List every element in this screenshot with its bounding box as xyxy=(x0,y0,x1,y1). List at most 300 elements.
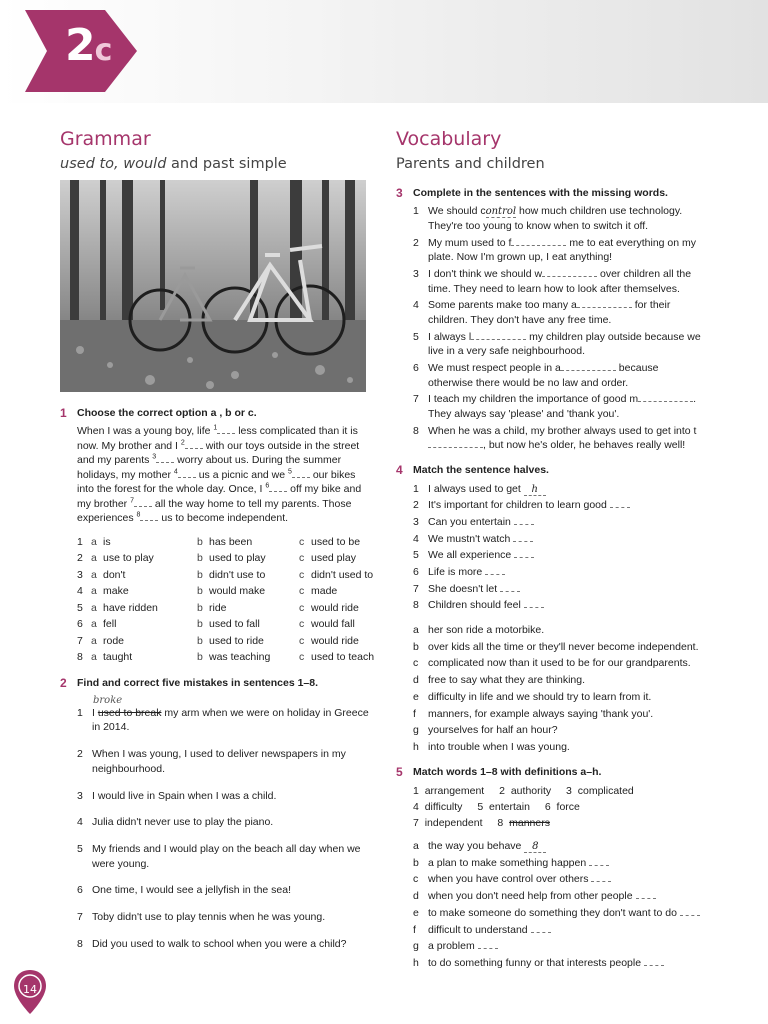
sentence-8 xyxy=(77,937,370,952)
page-number: 14 xyxy=(23,983,37,996)
ex5-definitions xyxy=(413,839,706,971)
item-text: to do something funny or that interests people xyxy=(428,956,642,969)
option-letter-c: c xyxy=(299,651,305,664)
option-number: 5 xyxy=(77,601,83,614)
option-row xyxy=(77,583,370,600)
answer-field[interactable] xyxy=(524,599,544,608)
option-b[interactable]: has been xyxy=(209,535,253,548)
item-text: because otherwise there would be no law and order. xyxy=(428,362,659,389)
word-item xyxy=(545,799,580,815)
option-number: 8 xyxy=(77,651,83,664)
word-text-crossed: manners xyxy=(509,817,550,830)
item-number: 6 xyxy=(413,362,419,374)
item-number: 5 xyxy=(413,330,419,343)
exercise-5-heading: Match words 1–8 with definitions a–h. xyxy=(413,765,602,778)
option-number: 7 xyxy=(77,634,83,647)
item-text: Some parents make too many a xyxy=(428,299,577,312)
answer-field[interactable] xyxy=(478,940,498,949)
item-number: 6 xyxy=(413,566,419,579)
option-b[interactable]: used to fall xyxy=(209,618,260,631)
option-letter-c: c xyxy=(299,634,305,647)
option-c[interactable]: didn't used to xyxy=(311,568,374,581)
gap-number: 2 xyxy=(180,439,185,447)
exercise-1 xyxy=(60,405,375,666)
option-b[interactable]: used to ride xyxy=(209,634,264,647)
definition-item xyxy=(413,856,706,871)
exercise-1-heading: Choose the correct option a , b or c. xyxy=(77,406,257,419)
item-text: when you don't need help from other people xyxy=(428,890,633,903)
option-letter-c: c xyxy=(299,601,305,614)
exercise-4-heading: Match the sentence halves. xyxy=(413,464,549,477)
item-text: to make someone do something they don't want to do xyxy=(428,906,677,919)
sentence-text: Julia didn't never use to play the piano. xyxy=(92,816,274,829)
item-text: difficulty in life and we should try to learn from it. xyxy=(428,690,652,703)
exercise-1-options xyxy=(77,534,375,666)
struck-out-text: used to break xyxy=(97,706,162,719)
option-b[interactable]: would make xyxy=(209,585,266,598)
sentence-6 xyxy=(77,883,370,898)
option-letter-a: a xyxy=(91,601,97,614)
word-number: 8 xyxy=(497,817,504,830)
ex4-second-halves xyxy=(413,623,706,755)
word-text: entertain xyxy=(489,801,530,814)
option-b[interactable]: ride xyxy=(209,601,227,614)
item-number: 8 xyxy=(413,599,419,612)
item-text: yourselves for half an hour? xyxy=(428,724,558,737)
word-number: 1 xyxy=(413,785,419,798)
option-c[interactable]: would ride xyxy=(311,634,359,647)
ex3-item xyxy=(413,298,706,327)
gap-number: 6 xyxy=(265,482,270,490)
grammar-subtitle-italic: used to, would xyxy=(60,155,167,172)
option-letter-b: b xyxy=(197,552,203,565)
answer-field[interactable]: ontrol xyxy=(485,206,517,218)
answer-field[interactable] xyxy=(428,439,483,448)
answer-field[interactable]: h xyxy=(524,484,546,496)
item-text: complicated now than it used to be for our grandparents. xyxy=(428,657,691,670)
option-c[interactable]: used to be xyxy=(311,535,361,548)
word-text: difficulty xyxy=(424,801,463,814)
item-number: 3 xyxy=(413,515,419,528)
exercise-1-paragraph xyxy=(77,424,370,525)
sentence-3 xyxy=(77,789,370,804)
exercise-3 xyxy=(396,186,706,453)
item-text: When he was a child, my brother always used to get into t xyxy=(428,424,697,437)
option-letter-c: c xyxy=(299,552,305,565)
sentence-1 xyxy=(77,706,370,735)
sentence-text: When I was young, I used to deliver newspapers in my neighbourhood. xyxy=(92,748,346,775)
item-letter: d xyxy=(413,890,419,903)
word-text: complicated xyxy=(577,785,634,798)
item-text: me to eat everything on my plate. Now I'm grown up, I eat anything! xyxy=(428,236,697,264)
ex4-second-half xyxy=(413,690,706,705)
sentence-5 xyxy=(77,842,370,871)
option-a[interactable]: use to play xyxy=(103,552,154,565)
ex4-first-half xyxy=(413,582,706,597)
answer-field[interactable] xyxy=(610,499,630,508)
answer-field[interactable] xyxy=(591,873,611,882)
option-a[interactable]: rode xyxy=(103,634,125,647)
sentence-number: 5 xyxy=(77,842,83,855)
option-c[interactable]: used to teach xyxy=(311,651,375,664)
ex4-first-half xyxy=(413,482,706,497)
option-c[interactable]: would ride xyxy=(311,601,359,614)
item-letter: h xyxy=(413,740,419,753)
ex4-first-half xyxy=(413,548,706,563)
definition-item xyxy=(413,872,706,887)
item-letter: c xyxy=(413,657,419,670)
answer-field[interactable] xyxy=(485,566,505,575)
item-letter: d xyxy=(413,674,419,687)
answer-field[interactable] xyxy=(471,331,526,340)
item-letter: f xyxy=(413,707,416,720)
item-number: 2 xyxy=(413,236,419,249)
option-letter-a: a xyxy=(91,568,97,581)
word-text: authority xyxy=(510,785,552,798)
answer-field[interactable] xyxy=(514,549,534,558)
word-text: independent xyxy=(424,817,483,830)
item-letter: f xyxy=(413,923,416,936)
answer-field[interactable] xyxy=(680,907,700,916)
definition-item xyxy=(413,839,706,854)
para-text: all the way home to tell my parents. Those experiences xyxy=(77,497,352,525)
ex4-first-half xyxy=(413,498,706,513)
gap-blank[interactable] xyxy=(134,498,152,507)
sentence-text: One time, I would see a jellyfish in the sea! xyxy=(92,884,292,897)
item-text: Can you entertain xyxy=(428,515,511,528)
option-letter-a: a xyxy=(91,651,97,664)
option-number: 1 xyxy=(77,535,83,548)
gap-blank[interactable] xyxy=(292,469,310,478)
ex3-item xyxy=(413,236,706,265)
vocabulary-subtitle: Parents and children xyxy=(396,155,545,172)
item-letter: g xyxy=(413,724,419,737)
ex4-second-half xyxy=(413,656,706,671)
para-text: with our toys outside in the street and my parents xyxy=(77,439,360,467)
item-number: 7 xyxy=(413,582,419,595)
option-letter-b: b xyxy=(197,568,203,581)
item-text: . They always say 'please' and 'thank you'. xyxy=(428,393,697,421)
option-number: 3 xyxy=(77,568,83,581)
para-text: less complicated than it is now. My brother and I xyxy=(77,425,358,452)
sentence-text: Toby didn't use to play tennis when he was young. xyxy=(92,910,326,923)
item-text: a problem xyxy=(428,940,475,953)
option-letter-a: a xyxy=(91,535,97,548)
option-b[interactable]: was teaching xyxy=(209,651,271,664)
answer-field[interactable] xyxy=(514,516,534,525)
ex4-first-half xyxy=(413,598,706,613)
item-number: 4 xyxy=(413,299,419,312)
item-text: Life is more xyxy=(428,566,483,579)
gap-number: 1 xyxy=(213,424,218,432)
ex3-item xyxy=(413,361,706,390)
item-letter: b xyxy=(413,640,419,653)
sentence-number: 2 xyxy=(77,748,83,761)
item-text: how much children use technology. They're too young to know when to switch it off. xyxy=(428,205,683,232)
item-text: free to say what they are thinking. xyxy=(428,674,586,687)
vocabulary-title: Vocabulary xyxy=(396,128,502,150)
item-text: difficult to understand xyxy=(428,923,528,936)
para-text: us to become independent. xyxy=(158,512,289,525)
option-letter-b: b xyxy=(197,601,203,614)
sentence-2 xyxy=(77,747,370,776)
item-text: I teach my children the importance of good m xyxy=(428,393,639,406)
exercise-2 xyxy=(60,676,370,952)
definition-item xyxy=(413,923,706,938)
item-text: , but now he's older, he behaves really well! xyxy=(483,439,686,452)
option-number: 2 xyxy=(77,552,83,565)
sentence-text: I xyxy=(92,706,98,719)
item-text: We mustn't watch xyxy=(428,532,511,545)
page-number-marker xyxy=(12,968,48,1016)
ex3-item xyxy=(413,267,706,296)
definition-item xyxy=(413,906,706,921)
answer-field[interactable] xyxy=(638,393,693,402)
unit-number: 2 xyxy=(65,20,95,71)
gap-blank[interactable] xyxy=(269,483,287,492)
option-letter-b: b xyxy=(197,585,203,598)
option-a[interactable]: don't xyxy=(103,568,126,581)
para-text: When I was a young boy, life xyxy=(77,425,214,438)
sentence-number: 1 xyxy=(77,706,83,719)
ex3-item xyxy=(413,330,706,359)
answer-field[interactable] xyxy=(636,890,656,899)
item-letter: c xyxy=(413,873,419,886)
option-row xyxy=(77,649,375,666)
para-text: worry about us. During the summer holidays, my mother xyxy=(77,454,342,481)
item-text: when you have control over others xyxy=(428,873,589,886)
answer-field[interactable] xyxy=(531,924,551,933)
gap-number: 7 xyxy=(130,497,135,505)
para-text: our bikes into the forest for the whole day. Once, I xyxy=(77,468,356,496)
option-row xyxy=(77,600,370,617)
item-text: I don't think we should w xyxy=(428,267,543,280)
unit-badge xyxy=(25,10,137,92)
exercise-2-heading: Find and correct five mistakes in sentences 1–8. xyxy=(77,676,319,689)
ex4-first-half xyxy=(413,565,706,580)
ex4-second-half xyxy=(413,723,706,738)
item-text: My mum used to f xyxy=(428,236,512,249)
word-number: 5 xyxy=(477,801,484,814)
ex4-first-half xyxy=(413,532,706,547)
bicycles-photo xyxy=(60,180,366,392)
exercise-3-heading: Complete in the sentences with the missing words. xyxy=(413,186,668,199)
item-letter: a xyxy=(413,840,419,853)
option-row xyxy=(77,616,370,633)
option-number: 6 xyxy=(77,618,83,631)
exercise-2-number: 2 xyxy=(60,675,67,690)
item-text: We must respect people in a xyxy=(428,362,561,374)
sentence-7 xyxy=(77,910,370,925)
word-text: arrangement xyxy=(424,785,485,798)
exercise-5-number: 5 xyxy=(396,764,403,779)
definition-item xyxy=(413,939,706,954)
item-number: 3 xyxy=(413,267,419,280)
item-text: my children play outside because we live in a very safe neighbourhood. xyxy=(428,330,701,358)
item-text: her son ride a motorbike. xyxy=(428,624,545,637)
exercise-4 xyxy=(396,463,706,754)
option-a[interactable]: taught xyxy=(103,651,133,664)
vocabulary-column xyxy=(396,128,706,973)
ex4-first-half xyxy=(413,515,706,530)
word-item xyxy=(477,799,530,815)
item-text: for their children. They don't have any free time. xyxy=(428,299,671,326)
option-a[interactable]: is xyxy=(103,535,111,548)
option-c[interactable]: used play xyxy=(311,552,356,565)
item-number: 5 xyxy=(413,549,419,562)
option-row xyxy=(77,633,370,650)
grammar-subtitle-rest: and past simple xyxy=(166,155,287,172)
para-text: off my bike and my brother xyxy=(77,483,362,510)
item-letter: b xyxy=(413,856,419,869)
option-letter-a: a xyxy=(91,634,97,647)
option-b[interactable]: didn't use to xyxy=(209,568,266,581)
exercise-1-number: 1 xyxy=(60,405,67,420)
exercise-3-number: 3 xyxy=(396,185,403,200)
definition-item xyxy=(413,956,706,971)
option-a[interactable]: have ridden xyxy=(103,601,158,614)
sentence-text: my arm when we were on holiday in Greece in 2014. xyxy=(92,706,369,734)
item-letter: a xyxy=(413,624,419,637)
item-text: over children all the time. They need to learn how to look after themselves. xyxy=(428,267,692,295)
grammar-subtitle xyxy=(60,155,370,174)
option-b[interactable]: used to play xyxy=(209,552,266,565)
answer-field[interactable] xyxy=(513,533,533,542)
option-c[interactable]: would fall xyxy=(311,618,355,631)
option-letter-b: b xyxy=(197,634,203,647)
item-letter: e xyxy=(413,906,419,919)
sentence-number: 8 xyxy=(77,937,83,950)
exercise-5 xyxy=(396,765,706,971)
option-letter-c: c xyxy=(299,618,305,631)
gap-number: 5 xyxy=(288,468,292,476)
para-text: us a picnic and we xyxy=(195,468,288,481)
ex4-second-half xyxy=(413,707,706,722)
grammar-title: Grammar xyxy=(60,128,151,150)
ex3-item xyxy=(413,424,706,453)
option-letter-b: b xyxy=(197,651,203,664)
word-number: 3 xyxy=(566,785,572,798)
item-text: I always l xyxy=(428,330,472,343)
item-letter: h xyxy=(413,956,419,969)
word-item xyxy=(413,799,462,815)
word-list-row xyxy=(413,783,706,799)
item-text: It's important for children to learn good xyxy=(428,499,607,512)
option-row xyxy=(77,534,370,551)
word-list-row xyxy=(413,799,706,815)
answer-field[interactable] xyxy=(511,237,566,246)
gap-blank[interactable] xyxy=(156,454,174,463)
word-number: 4 xyxy=(413,801,419,814)
option-letter-a: a xyxy=(91,618,97,631)
gap-blank[interactable] xyxy=(178,469,196,478)
ex4-second-half xyxy=(413,673,706,688)
answer-field[interactable] xyxy=(542,268,597,277)
item-number: 1 xyxy=(413,205,419,218)
sentence-number: 3 xyxy=(77,789,83,802)
word-text: force xyxy=(556,801,580,814)
answer-field[interactable] xyxy=(644,957,664,966)
gap-number: 3 xyxy=(152,453,157,461)
answer-field[interactable] xyxy=(561,362,616,371)
unit-label xyxy=(65,20,112,71)
answer-field[interactable] xyxy=(577,299,632,308)
gap-blank[interactable] xyxy=(217,425,235,434)
sentence-text: Did you used to walk to school when you were a child? xyxy=(92,937,347,950)
gap-number: 4 xyxy=(173,468,178,476)
word-number: 7 xyxy=(413,817,419,830)
sentence-number: 6 xyxy=(77,884,83,897)
option-a[interactable]: fell xyxy=(103,618,117,631)
unit-letter: c xyxy=(94,33,112,68)
ex3-item xyxy=(413,204,706,233)
item-number: 4 xyxy=(413,532,419,545)
word-number: 6 xyxy=(544,801,551,814)
word-item xyxy=(413,815,483,831)
item-text: Children should feel xyxy=(428,599,521,612)
option-number: 4 xyxy=(77,585,83,598)
option-row xyxy=(77,567,374,584)
item-text: into trouble when I was young. xyxy=(428,740,570,753)
sentence-number: 4 xyxy=(77,816,83,829)
answer-field[interactable]: 8 xyxy=(524,841,546,853)
grammar-column xyxy=(60,128,375,963)
option-a[interactable]: make xyxy=(103,585,129,598)
item-text: the way you behave xyxy=(428,840,522,853)
item-text: a plan to make something happen xyxy=(428,856,587,869)
item-text: manners, for example always saying 'thank you'. xyxy=(428,707,654,720)
sentence-text: I would live in Spain when I was a child. xyxy=(92,789,277,802)
option-letter-a: a xyxy=(91,585,97,598)
option-letter-b: b xyxy=(197,535,203,548)
item-text: over kids all the time or they'll never become independent. xyxy=(428,640,699,653)
option-letter-a: a xyxy=(91,552,97,565)
sentence-number: 7 xyxy=(77,910,83,923)
item-number: 1 xyxy=(413,482,419,495)
item-letter: e xyxy=(413,690,419,703)
ex3-item xyxy=(413,392,706,421)
item-text: We should c xyxy=(428,205,486,218)
option-c[interactable]: made xyxy=(311,585,338,598)
item-text: We all experience xyxy=(428,549,512,562)
answer-field[interactable] xyxy=(589,857,609,866)
option-letter-c: c xyxy=(299,568,305,581)
option-letter-c: c xyxy=(299,535,305,548)
word-item xyxy=(497,815,550,831)
ex4-second-half xyxy=(413,640,706,655)
answer-field[interactable] xyxy=(500,583,520,592)
definition-item xyxy=(413,889,706,904)
gap-blank[interactable] xyxy=(185,440,203,449)
gap-blank[interactable] xyxy=(140,512,158,521)
option-letter-b: b xyxy=(197,618,203,631)
gap-number: 8 xyxy=(136,511,141,519)
item-letter: g xyxy=(413,940,419,953)
word-item xyxy=(499,783,551,799)
ex4-second-half xyxy=(413,623,706,638)
option-letter-c: c xyxy=(299,585,305,598)
item-number: 8 xyxy=(413,424,419,437)
handwritten-correction: broke xyxy=(93,695,123,706)
word-number: 2 xyxy=(499,785,505,798)
ex4-second-half xyxy=(413,740,706,755)
word-item xyxy=(413,783,484,799)
item-number: 2 xyxy=(413,499,419,512)
option-row xyxy=(77,550,370,567)
exercise-4-number: 4 xyxy=(396,463,403,478)
item-number: 7 xyxy=(413,393,419,406)
sentence-4 xyxy=(77,815,370,830)
